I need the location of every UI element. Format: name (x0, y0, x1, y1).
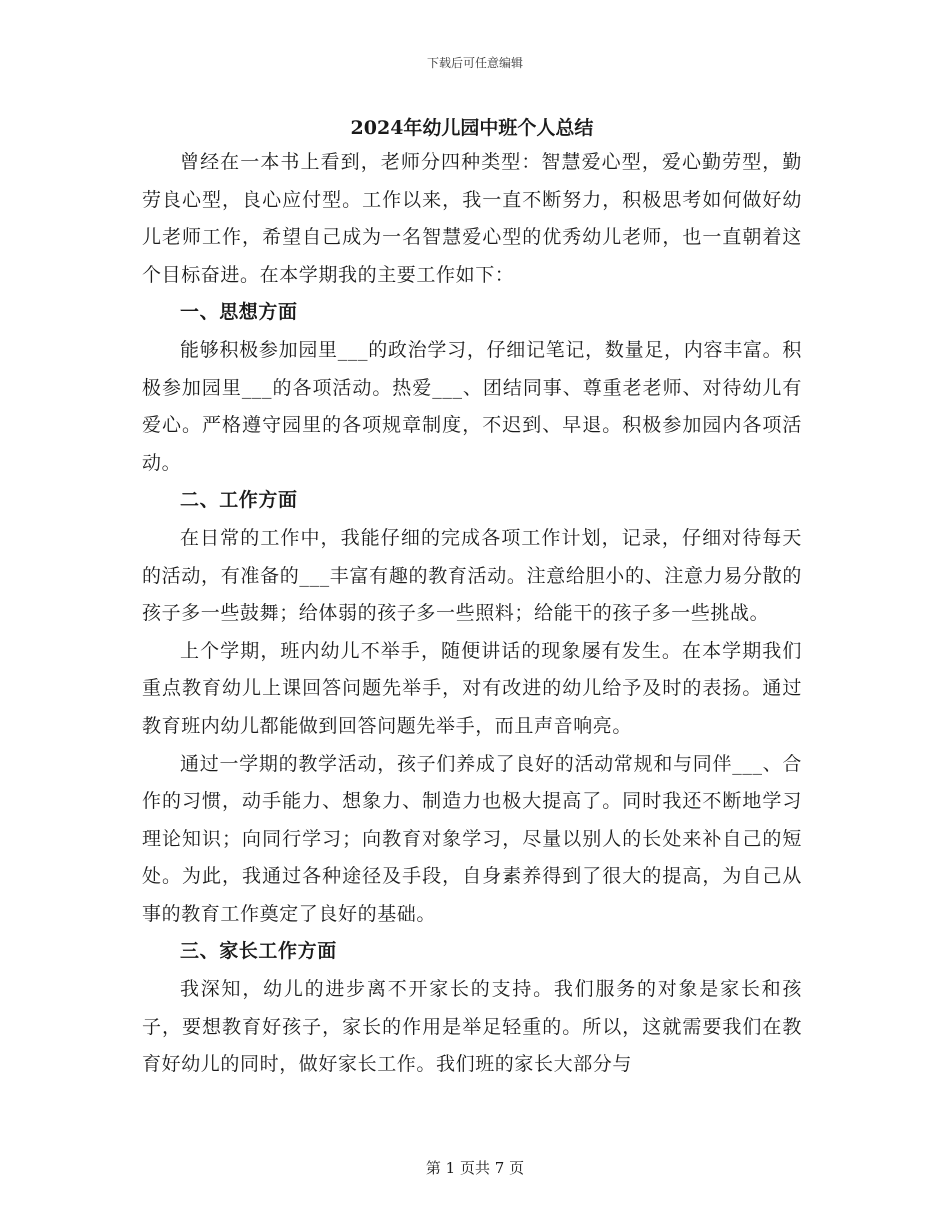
paragraph-work-3: 通过一学期的教学活动，孩子们养成了良好的活动常规和与同伴___、合作的习惯，动手能力、想象力、制造力也极大提高了。同时我还不断地学习理论知识；向同行学习；向教育对象学习，尽量以别人的长处来补自己的短处。为此，我通过各种途径及手段，自身素养得到了很大的提高，为自己从事的教育工作奠定了良好的基础。 (142, 752, 802, 925)
paragraph-parents: 我深知，幼儿的进步离不开家长的支持。我们服务的对象是家长和孩子，要想教育好孩子，家长的作用是举足轻重的。所以，这就需要我们在教育好幼儿的同时，做好家长工作。我们班的家长大部分与 (142, 978, 802, 1076)
section-heading-ideology: 一、思想方面 (180, 301, 298, 324)
paragraph-intro: 曾经在一本书上看到，老师分四种类型：智慧爱心型，爱心勤劳型，勤劳良心型，良心应付型。工作以来，我一直不断努力，积极思考如何做好幼儿老师工作，希望自己成为一名智慧爱心型的优秀幼儿老师，也一直朝着这个目标奋进。在本学期我的主要工作如下： (142, 151, 802, 286)
page-footer: 第 1 页共 7 页 (425, 1159, 525, 1177)
paragraph-ideology: 能够积极参加园里___的政治学习，仔细记笔记，数量足，内容丰富。积极参加园里___的各项活动。热爱___、团结同事、尊重老老师、对待幼儿有爱心。严格遵守园里的各项规章制度，不迟到、早退。积极参加园内各项活动。 (142, 338, 802, 474)
paragraph-work-2: 上个学期，班内幼儿不举手，随便讲话的现象屡有发生。在本学期我们重点教育幼儿上课回答问题先举手，对有改进的幼儿给予及时的表扬。通过教育班内幼儿都能做到回答问题先举手，而且声音响亮。 (142, 639, 802, 737)
header-note: 下载后可任意编辑 (426, 56, 523, 70)
document-body (142, 112, 802, 1084)
section-heading-work: 二、工作方面 (180, 489, 298, 512)
document-title: 2024年幼儿园中班个人总结 (350, 117, 594, 139)
paragraph-work-1: 在日常的工作中，我能仔细的完成各项工作计划，记录，仔细对待每天的活动，有准备的___丰富有趣的教育活动。注意给胆小的、注意力易分散的孩子多一些鼓舞；给体弱的孩子多一些照料；给能干的孩子多一些挑战。 (142, 526, 802, 625)
section-heading-parents: 三、家长工作方面 (180, 940, 337, 963)
